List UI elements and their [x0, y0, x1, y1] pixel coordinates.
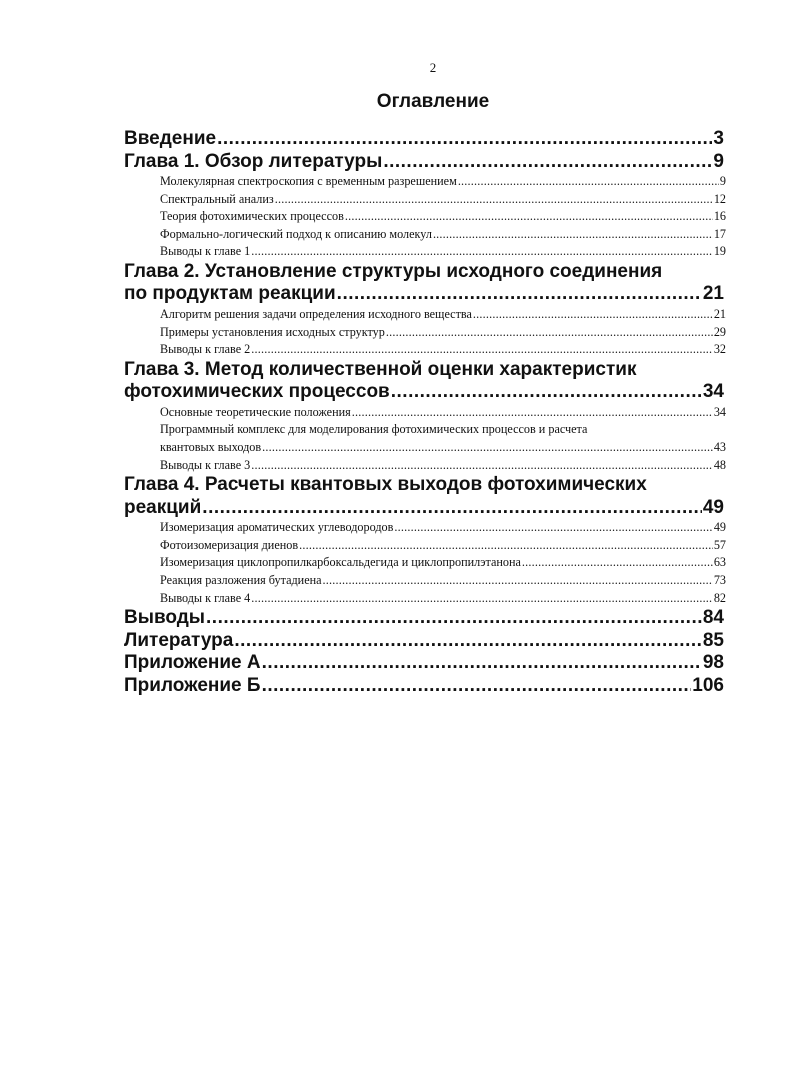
toc-entry-page: 9	[713, 150, 724, 172]
page-number: 2	[429, 60, 437, 75]
toc-entry-chapter-4[interactable]	[124, 497, 724, 520]
toc-subentry-label: Молекулярная спектроскопия с временным разрешением	[160, 174, 457, 188]
toc-subentry-page: 19	[713, 244, 726, 259]
toc-subentry-label: Алгоритм решения задачи определения исходного вещества	[160, 306, 472, 321]
toc-subentry-page: 21	[713, 306, 726, 321]
toc-subentry[interactable]	[124, 590, 726, 608]
toc-entry-chapter-1[interactable]	[124, 151, 724, 174]
toc-subentry-label: Формально-логический подход к описанию молекул	[160, 226, 432, 241]
toc-subentry-label: Выводы к главе 1	[160, 244, 251, 259]
toc-subentry-page: 63	[713, 555, 726, 570]
toc-subentry-page: 17	[713, 226, 726, 241]
toc-entry-label: Литература	[124, 629, 234, 651]
toc-subentry[interactable]	[124, 306, 726, 324]
toc-entry-chapter-4-line1[interactable]: Глава 4. Расчеты квантовых выходов фотохимических	[124, 474, 647, 496]
toc-entry-page: 84	[702, 607, 724, 629]
toc-subentry[interactable]	[124, 519, 726, 537]
dot-leader	[323, 572, 713, 590]
dot-leader	[391, 381, 702, 404]
toc-subentry-label: Реакция разложения бутадиена	[160, 572, 322, 587]
dot-leader	[275, 191, 713, 209]
toc-subentry-label: Изомеризация циклопропилкарбоксальдегида и циклопропилэтанона	[160, 555, 521, 570]
toc-subentry-page: 12	[713, 191, 726, 206]
toc-entry-page: 34	[702, 381, 724, 403]
toc-entry-chapter-3-line1[interactable]: Глава 3. Метод количественной оценки характеристик	[124, 358, 637, 380]
toc-subentry[interactable]	[124, 554, 726, 572]
dot-leader	[262, 439, 713, 457]
toc-subentry-label: Фотоизомеризация диенов	[160, 537, 299, 552]
toc-entry-label: Глава 1. Обзор литературы	[124, 150, 383, 172]
dot-leader	[262, 675, 692, 698]
toc-subentry-page: 57	[713, 537, 726, 552]
toc-entry-intro[interactable]	[124, 128, 724, 151]
toc-subentry-page: 9	[719, 174, 726, 188]
toc-title: Оглавление	[376, 91, 490, 112]
dot-leader	[383, 151, 712, 174]
toc-subentry-page: 82	[713, 590, 726, 605]
toc-subentry-label: Изомеризация ароматических углеводородов	[160, 520, 394, 535]
toc-subentry[interactable]	[124, 439, 726, 457]
toc-subentry-label: квантовых выходов	[160, 439, 262, 454]
toc-entry-label: реакций	[124, 496, 202, 518]
toc-entry-chapter-2[interactable]	[124, 283, 724, 306]
dot-leader	[251, 590, 713, 608]
toc-entry-label: по продуктам реакции	[124, 283, 336, 305]
toc-subentry-label: Основные теоретические положения	[160, 404, 351, 419]
toc-subentry[interactable]	[124, 404, 726, 422]
toc-subentry-label: Примеры установления исходных структур	[160, 324, 385, 339]
toc-subentry-label: Теория фотохимических процессов	[160, 209, 344, 224]
toc-subentry-page: 16	[713, 209, 726, 224]
toc-subentry-page: 48	[713, 457, 726, 472]
dot-leader	[394, 519, 712, 537]
toc-subentry[interactable]	[124, 537, 726, 555]
toc-subentry[interactable]	[124, 208, 726, 226]
toc-entry-chapter-2-line1[interactable]: Глава 2. Установление структуры исходного соединения	[124, 260, 663, 282]
dot-leader	[352, 404, 713, 422]
toc-entry-appendix-a[interactable]	[124, 652, 724, 675]
dot-leader	[433, 226, 713, 244]
toc-entry-page: 21	[702, 283, 724, 305]
toc-entry-page: 85	[702, 629, 724, 651]
toc-subentry[interactable]	[124, 191, 726, 209]
toc-subentry-page: 32	[713, 342, 726, 357]
toc-subentry[interactable]	[124, 341, 726, 359]
toc-subentry[interactable]	[124, 572, 726, 590]
dot-leader	[458, 173, 719, 191]
toc-subentry-page: 43	[713, 439, 726, 454]
toc-entry-label: Приложение А	[124, 652, 261, 674]
toc-subentry-label: Выводы к главе 2	[160, 342, 251, 357]
toc-subentry-page: 29	[713, 324, 726, 339]
toc-entry-chapter-3[interactable]	[124, 381, 724, 404]
toc-entry-literature[interactable]	[124, 630, 724, 653]
dot-leader	[202, 497, 702, 520]
dot-leader	[234, 630, 702, 653]
dot-leader	[337, 283, 702, 306]
toc-subentry-line1[interactable]: Программный комплекс для моделирования фотохимических процессов и расчета	[160, 422, 588, 437]
dot-leader	[345, 208, 713, 226]
toc-entry-label: Приложение Б	[124, 674, 261, 696]
dot-leader	[299, 537, 713, 555]
table-of-contents	[124, 128, 724, 697]
toc-subentry[interactable]	[124, 324, 726, 342]
toc-entry-label: фотохимических процессов	[124, 381, 390, 403]
toc-subentry[interactable]	[124, 226, 726, 244]
dot-leader	[473, 306, 713, 324]
toc-subentry-label: Спектральный анализ	[160, 191, 274, 206]
dot-leader	[251, 243, 713, 261]
toc-entry-label: Выводы	[124, 607, 206, 629]
toc-entry-page: 49	[702, 496, 724, 518]
toc-subentry-label: Выводы к главе 3	[160, 457, 251, 472]
toc-subentry-label: Выводы к главе 4	[160, 590, 251, 605]
toc-entry-appendix-b[interactable]	[124, 675, 724, 698]
toc-entry-conclusions[interactable]	[124, 607, 724, 630]
toc-subentry[interactable]	[124, 457, 726, 475]
dot-leader	[386, 324, 713, 342]
toc-subentry[interactable]	[124, 173, 726, 191]
toc-subentry-page: 34	[713, 404, 726, 419]
dot-leader	[206, 607, 702, 630]
toc-entry-page: 3	[713, 128, 724, 149]
dot-leader	[251, 457, 713, 475]
dot-leader	[217, 128, 712, 151]
dot-leader	[251, 341, 713, 359]
dot-leader	[522, 554, 713, 572]
toc-subentry-page: 49	[713, 520, 726, 535]
toc-subentry-page: 73	[713, 572, 726, 587]
toc-entry-page: 98	[702, 652, 724, 674]
toc-entry-page: 106	[692, 674, 724, 696]
dot-leader	[262, 652, 702, 675]
toc-subentry[interactable]	[124, 243, 726, 261]
toc-entry-label: Введение	[124, 128, 217, 149]
